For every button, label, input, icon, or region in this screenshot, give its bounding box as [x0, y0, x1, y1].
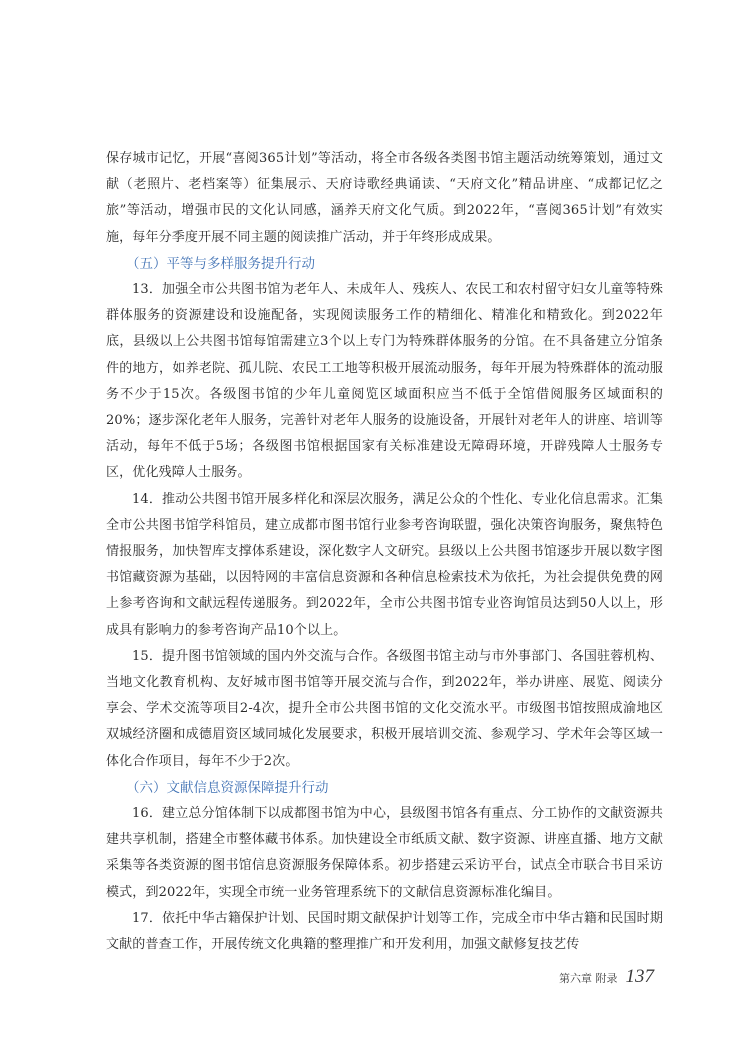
body-paragraph: 13．加强全市公共图书馆为老年人、未成年人、残疾人、农民工和农村留守妇女儿童等特殊群体服务的资源建设和设施配备，实现阅读服务工作的精细化、精准化和精致化。到2022年底，县级以上公共图书馆每馆需建立3个以上专门为特殊群体服务的分馆。在不具备建立分馆条件的地方，如养老院、孤儿院、农民工工地等积极开展流动服务，每年开展为特殊群体的流动服务不少于15次。各级图书馆的少年儿童阅览区域面积应当不低于全馆借阅服务区域面积的20%；逐步深化老年人服务，完善针对老年人服务的设施设备，开展针对老年人的讲座、培训等活动，每年不低于5场；各级图书馆根据国家有关标准建设无障碍环境，开辟残障人士服务专区，优化残障人士服务。 [106, 282, 663, 481]
section-heading: （五）平等与多样服务提升行动 [126, 255, 315, 272]
body-paragraph: 15．提升图书馆领域的国内外交流与合作。各级图书馆主动与市外事部门、各国驻蓉机构、当地文化教育机构、友好城市图书馆等开展交流与合作，到2022年，举办讲座、展览、阅读分享会、学术交流等项目2-4次，提升全市公共图书馆的文化交流水平。市级图书馆按照成渝地区双城经济圈和成德眉资区域同城化发展要求，积极开展培训交流、参观学习、学术年会等区域一体化合作项目，每年不少于2次。 [106, 648, 663, 769]
page-footer [559, 966, 654, 988]
body-paragraph: 14．推动公共图书馆开展多样化和深层次服务，满足公众的个性化、专业化信息需求。汇集全市公共图书馆学科馆员，建立成都市图书馆行业参考咨询联盟，强化决策咨询服务，聚焦特色情报服务，加快智库支撑体系建设，深化数字人文研究。县级以上公共图书馆逐步开展以数字图书馆藏资源为基础，以因特网的丰富信息资源和各种信息检索技术为依托，为社会提供免费的网上参考咨询和文献远程传递服务。到2022年，全市公共图书馆专业咨询馆员达到50人以上，形成具有影响力的参考咨询产品10个以上。 [106, 491, 663, 638]
body-paragraph: 16．建立总分馆体制下以成都图书馆为中心，县级图书馆各有重点、分工协作的文献资源共建共享机制，搭建全市整体藏书体系。加快建设全市纸质文献、数字资源、讲座直播、地方文献采集等各类资源的图书馆信息资源服务保障体系。初步搭建云采访平台，试点全市联合书目采访模式，到2022年，实现全市统一业务管理系统下的文献信息资源标准化编目。 [106, 806, 663, 900]
chapter-label: 第六章 附录 [559, 972, 618, 985]
body-paragraph: 保存城市记忆，开展“喜阅365计划”等活动，将全市各级各类图书馆主题活动统筹策划，通过文献（老照片、老档案等）征集展示、天府诗歌经典诵读、“天府文化”精品讲座、“成都记忆之旅”等活动，增强市民的文化认同感，涵养天府文化气质。到2022年，“喜阅365计划”有效实施，每年分季度开展不同主题的阅读推广活动，并于年终形成成果。 [106, 151, 663, 245]
section-heading: （六）文献信息资源保障提升行动 [126, 779, 329, 796]
page-body [106, 146, 663, 958]
page-number: 137 [625, 966, 654, 987]
body-paragraph: 17．依托中华古籍保护计划、民国时期文献保护计划等工作，完成全市中华古籍和民国时期文献的普查工作，开展传统文化典籍的整理推广和开发利用，加强文献修复技艺传 [106, 910, 663, 953]
